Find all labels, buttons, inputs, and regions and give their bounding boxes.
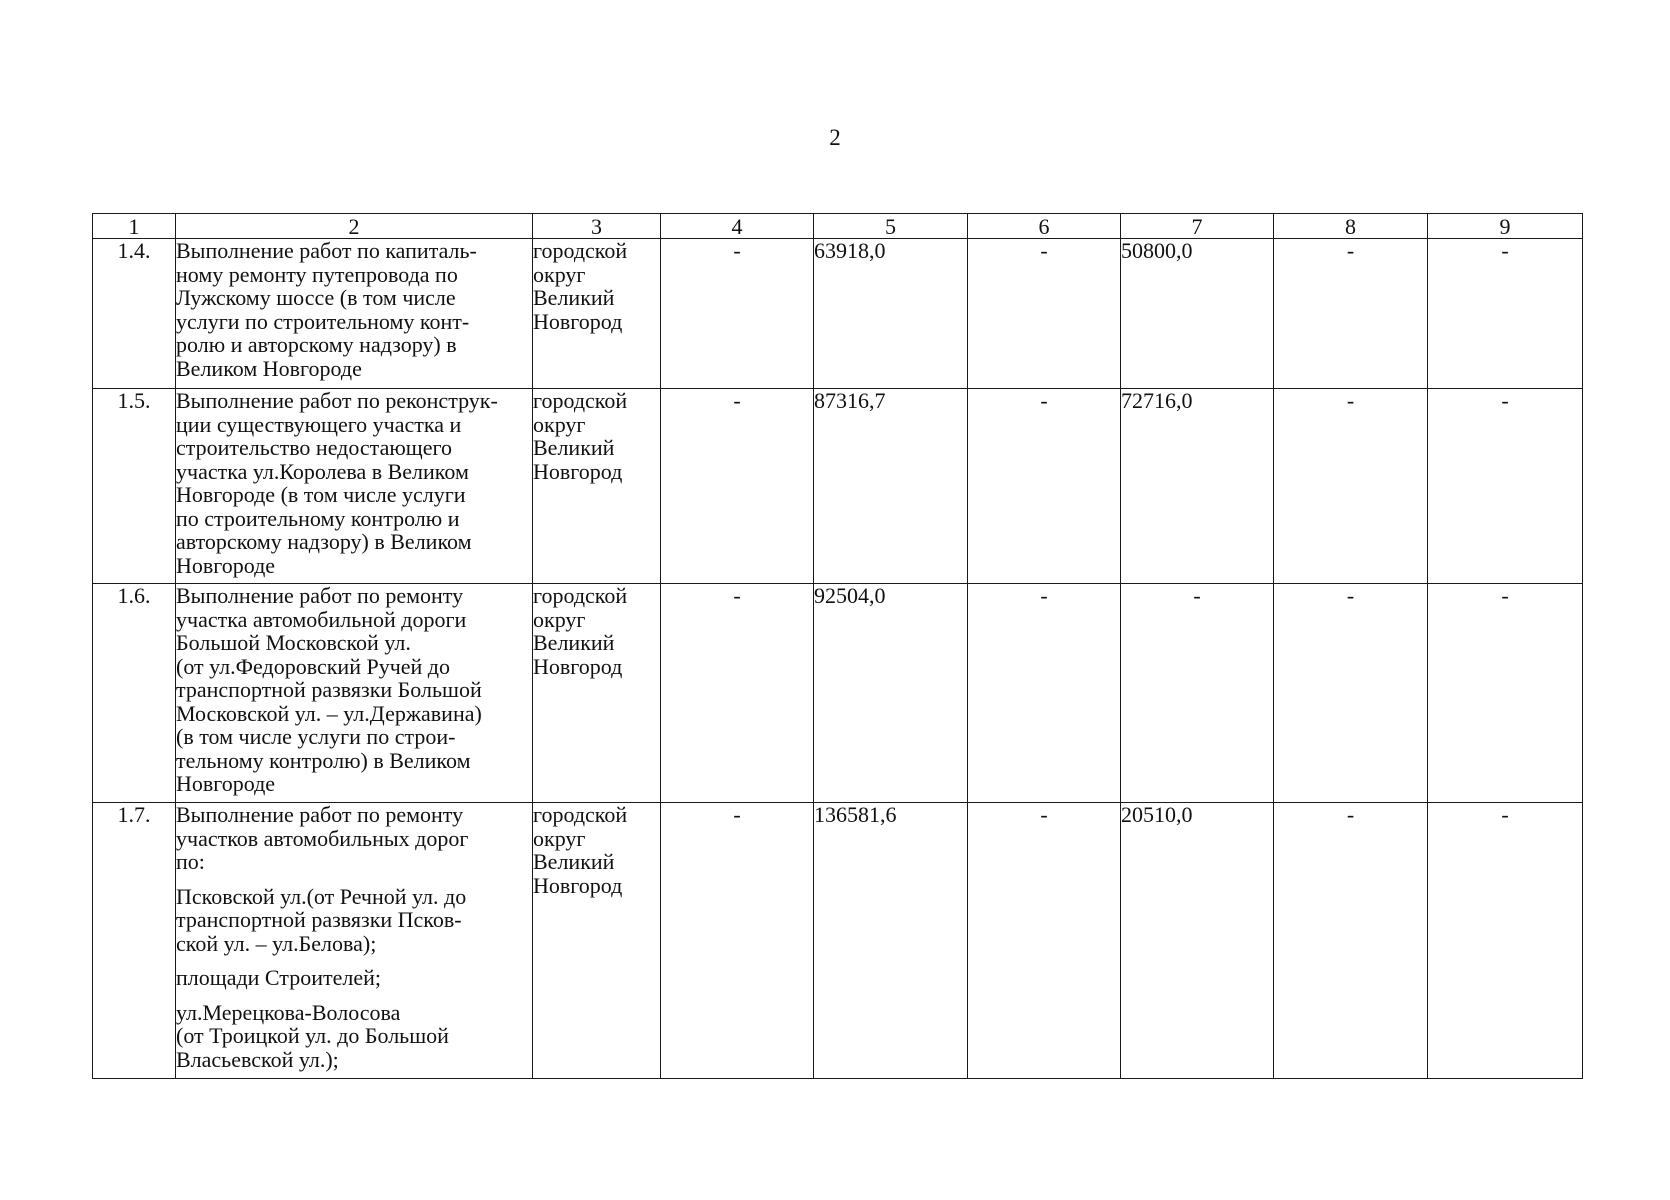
table-row bbox=[93, 803, 1583, 1079]
description-paragraph: Выполнение работ по ремонту участка автомобильной дороги Большой Московской ул. (от ул.Федоровский Ручей до транспортной развязки Большой Московской ул. – ул.Державина) (в том числе услуги по строи- тельному контролю) в Великом Новгороде bbox=[176, 583, 482, 796]
row-territory: городской округ Великий Новгород bbox=[533, 239, 661, 389]
column-number: 8 bbox=[1274, 214, 1428, 239]
cell-c6: - bbox=[968, 803, 1121, 1079]
row-territory: городской округ Великий Новгород bbox=[533, 803, 661, 1079]
table-row bbox=[93, 239, 1583, 389]
table-body bbox=[93, 239, 1583, 1079]
cell-c9: - bbox=[1428, 803, 1583, 1079]
description-paragraph: Выполнение работ по реконструк- ции существующего участка и строительство недостающего участка ул.Королева в Великом Новгороде (в том числе услуги по строительному контролю и авторскому надзору) в Великом Новгороде bbox=[176, 388, 498, 578]
row-number: 1.4. bbox=[93, 239, 176, 389]
description-paragraph: площади Строителей; bbox=[176, 965, 381, 990]
cell-c9: - bbox=[1428, 239, 1583, 389]
row-number: 1.5. bbox=[93, 389, 176, 584]
cell-c7: - bbox=[1121, 584, 1274, 803]
cell-c9: - bbox=[1428, 584, 1583, 803]
cell-c7: 50800,0 bbox=[1121, 239, 1274, 389]
row-territory: городской округ Великий Новгород bbox=[533, 584, 661, 803]
budget-table bbox=[92, 213, 1583, 1079]
cell-c5: 136581,6 bbox=[814, 803, 968, 1079]
cell-c4: - bbox=[661, 584, 814, 803]
column-number: 1 bbox=[93, 214, 176, 239]
row-description bbox=[176, 584, 533, 803]
cell-c8: - bbox=[1274, 803, 1428, 1079]
row-number: 1.6. bbox=[93, 584, 176, 803]
cell-c7: 72716,0 bbox=[1121, 389, 1274, 584]
column-number: 2 bbox=[176, 214, 533, 239]
column-number: 6 bbox=[968, 214, 1121, 239]
cell-c6: - bbox=[968, 584, 1121, 803]
cell-c8: - bbox=[1274, 239, 1428, 389]
row-description bbox=[176, 389, 533, 584]
table-row bbox=[93, 584, 1583, 803]
column-number: 5 bbox=[814, 214, 968, 239]
cell-c5: 87316,7 bbox=[814, 389, 968, 584]
cell-c9: - bbox=[1428, 389, 1583, 584]
row-description bbox=[176, 803, 533, 1079]
page-number: 2 bbox=[829, 125, 841, 150]
row-territory: городской округ Великий Новгород bbox=[533, 389, 661, 584]
cell-c8: - bbox=[1274, 584, 1428, 803]
cell-c8: - bbox=[1274, 389, 1428, 584]
row-number: 1.7. bbox=[93, 803, 176, 1079]
row-description bbox=[176, 239, 533, 389]
column-number: 7 bbox=[1121, 214, 1274, 239]
cell-c4: - bbox=[661, 239, 814, 389]
cell-c4: - bbox=[661, 803, 814, 1079]
column-number: 4 bbox=[661, 214, 814, 239]
cell-c6: - bbox=[968, 239, 1121, 389]
table-row bbox=[93, 389, 1583, 584]
description-paragraph: ул.Мерецкова-Волосова (от Троицкой ул. до Большой Власьевской ул.); bbox=[176, 999, 449, 1072]
column-number-row bbox=[93, 214, 1583, 239]
cell-c6: - bbox=[968, 389, 1121, 584]
description-paragraph: Выполнение работ по капиталь- ному ремонту путепровода по Лужскому шоссе (в том числе услуги по строительному конт- ролю и авторскому надзору) в Великом Новгороде bbox=[176, 238, 477, 381]
cell-c7: 20510,0 bbox=[1121, 803, 1274, 1079]
cell-c5: 63918,0 bbox=[814, 239, 968, 389]
cell-c5: 92504,0 bbox=[814, 584, 968, 803]
description-paragraph: Псковской ул.(от Речной ул. до транспортной развязки Псков- ской ул. – ул.Белова); bbox=[176, 883, 467, 956]
description-paragraph: Выполнение работ по ремонту участков автомобильных дорог по: bbox=[176, 802, 469, 874]
column-number: 3 bbox=[533, 214, 661, 239]
cell-c4: - bbox=[661, 389, 814, 584]
column-number: 9 bbox=[1428, 214, 1583, 239]
